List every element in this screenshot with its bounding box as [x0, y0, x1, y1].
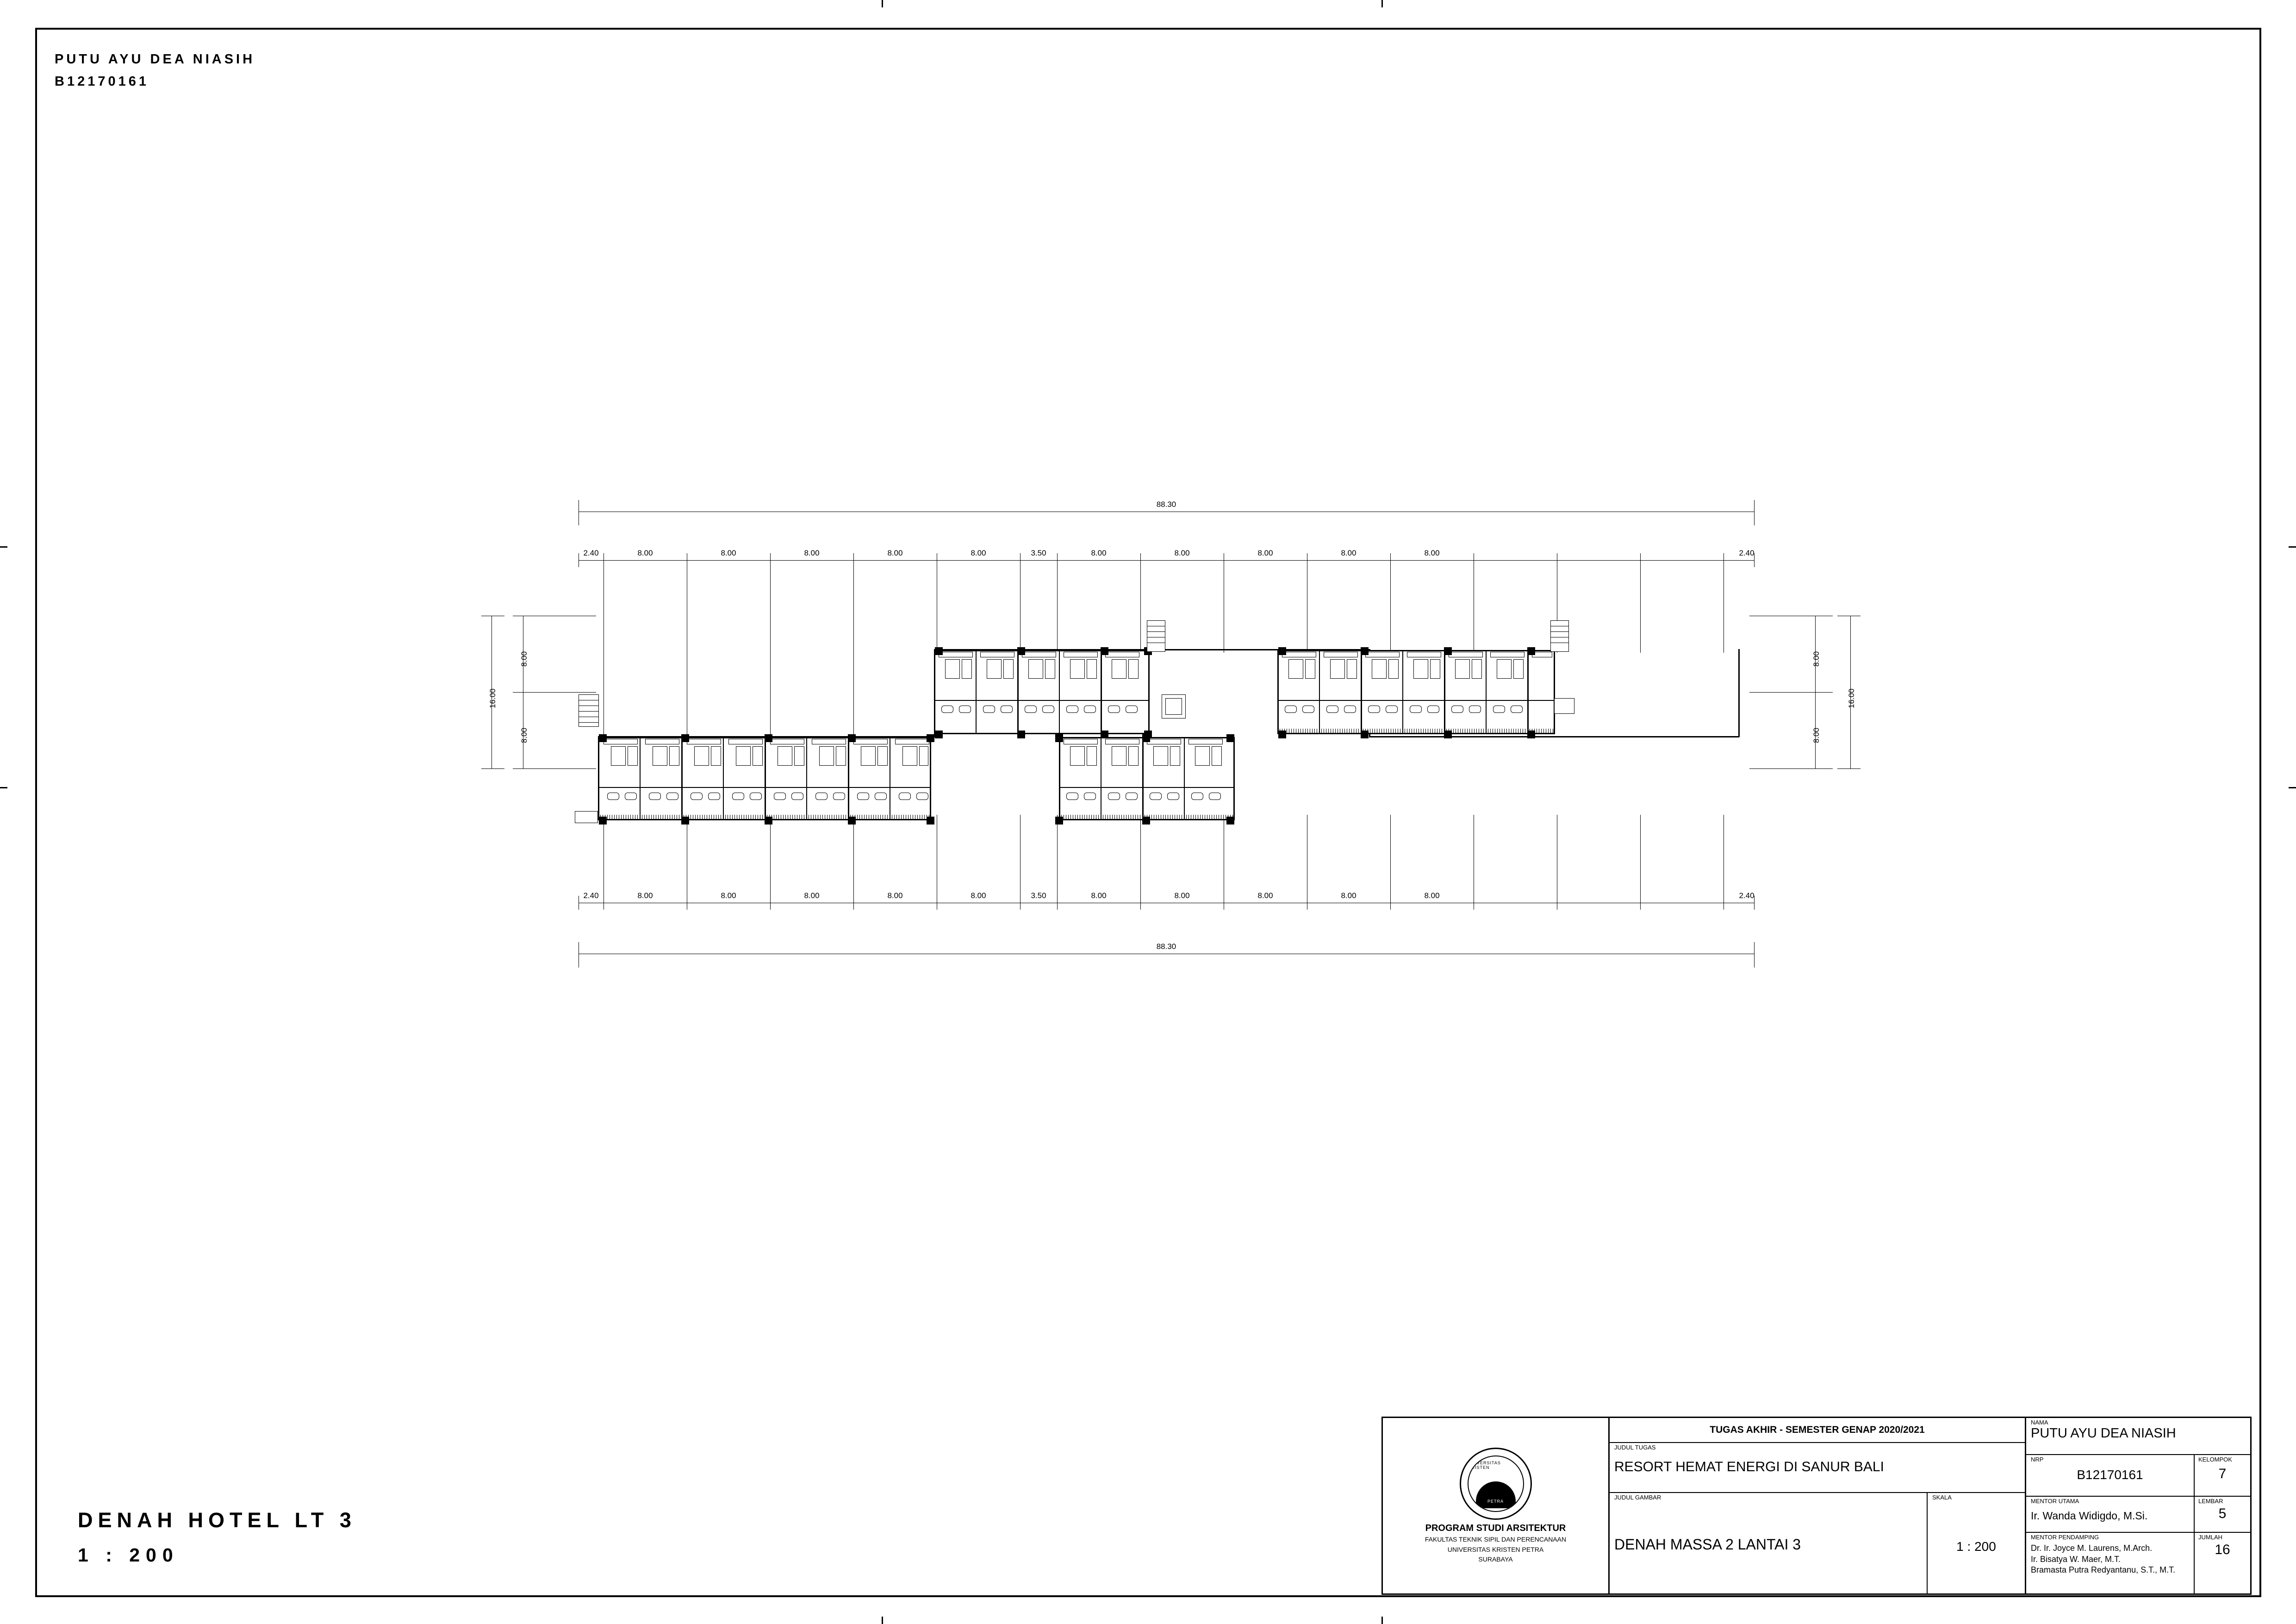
- bed-r5: [1372, 659, 1387, 679]
- seat-r12: [1511, 706, 1523, 713]
- center-bottom-partition-2: [1142, 737, 1144, 820]
- seat-c10: [1126, 706, 1138, 713]
- bath-l7: [853, 739, 888, 744]
- center-top-corridor-line: [934, 700, 1150, 701]
- jumlah-label: JUMLAH: [2198, 1534, 2223, 1541]
- grid-ext-t-7: [1057, 553, 1058, 653]
- dim-top-chain-line: [579, 560, 1754, 561]
- dim-top-overall-text: 88.30: [1156, 500, 1176, 509]
- dim-bottom-seg-10: 8.00: [1341, 891, 1356, 900]
- seat-cb6: [1167, 793, 1179, 800]
- grid-ext-t-11: [1390, 553, 1391, 653]
- bath-c1: [939, 652, 973, 657]
- nama-cell: [2026, 1418, 2250, 1454]
- grid-ext-b-14: [1640, 815, 1641, 910]
- seat-l15: [899, 793, 911, 800]
- bath-c2: [980, 652, 1014, 657]
- seat-l7: [732, 793, 744, 800]
- university-logo-icon: [1460, 1448, 1532, 1520]
- nrp-cell: [2026, 1455, 2195, 1496]
- dim-top-seg-0: 2.40: [583, 549, 599, 557]
- right-end-landing: [1554, 698, 1574, 714]
- column-rt-2: [1361, 647, 1369, 655]
- bath-l3: [687, 739, 721, 744]
- bed-l8: [753, 746, 763, 766]
- seat-l11: [815, 793, 828, 800]
- stair-left-step-5: [579, 722, 599, 723]
- grid-ext-b-11: [1390, 815, 1391, 910]
- seat-r7: [1410, 706, 1422, 713]
- judul-tugas-cell: [1610, 1443, 2025, 1493]
- dim-bottom-seg-4: 8.00: [887, 891, 903, 900]
- seat-r3: [1326, 706, 1338, 713]
- right-top-partition-3: [1402, 650, 1403, 734]
- left-wing-partition-4: [765, 737, 766, 820]
- dim-left-chain-ext-b: [513, 768, 596, 769]
- crop-mark-top-2: [1381, 0, 1383, 7]
- left-wing-partition-2: [681, 737, 683, 820]
- dim-top-overall-ext-r: [1754, 500, 1755, 525]
- crop-mark-top-1: [882, 0, 883, 7]
- bed-c3: [987, 659, 1002, 679]
- bed-cb2: [1087, 746, 1097, 766]
- nama-row: [2026, 1418, 2250, 1455]
- seat-cb5: [1150, 793, 1162, 800]
- dim-left-seg-0: 8.00: [520, 651, 529, 667]
- column-cb-5: [1142, 817, 1150, 824]
- stair-center: [1147, 620, 1165, 652]
- dim-left-overall-text: 16.00: [488, 688, 497, 708]
- bed-l9: [778, 746, 792, 766]
- skala-label: SKALA: [1932, 1494, 1952, 1501]
- stair-left-step-3: [579, 711, 599, 712]
- dim-top-seg-5: 8.00: [971, 549, 986, 557]
- dim-right-chain-ext-b: [1749, 768, 1833, 769]
- column-ct-5: [935, 731, 943, 738]
- seat-l13: [857, 793, 869, 800]
- dim-right-chain-ext-m: [1749, 692, 1833, 693]
- mentor-pendamping-2: Ir. Bisatya W. Maer, M.T.: [2031, 1554, 2121, 1564]
- mentor-pendamping-label: MENTOR PENDAMPING: [2031, 1534, 2099, 1541]
- bed-l12: [836, 746, 846, 766]
- center-top-partition-2: [1017, 650, 1019, 734]
- dim-top-seg-9: 8.00: [1257, 549, 1273, 557]
- bed-c10: [1128, 659, 1139, 679]
- column-lw-4: [848, 734, 856, 742]
- bed-l6: [711, 746, 721, 766]
- drawing-scale: 1 : 200: [78, 1544, 179, 1566]
- nama-label: NAMA: [2031, 1419, 2048, 1426]
- dim-top-seg-10: 8.00: [1341, 549, 1356, 557]
- floor-plan-drawing: [407, 463, 1981, 1065]
- stair-right: [1550, 620, 1569, 652]
- skala-value: 1 : 200: [1956, 1539, 1996, 1554]
- bed-cb7: [1195, 746, 1210, 766]
- nrp-value: B12170161: [2077, 1468, 2143, 1482]
- bed-l4: [669, 746, 679, 766]
- column-rt-4: [1527, 647, 1535, 655]
- bath-r6: [1490, 652, 1524, 657]
- seat-c6: [1042, 706, 1054, 713]
- seat-l9: [774, 793, 786, 800]
- mentor-pendamping-3: Bramasta Putra Redyantanu, S.T., M.T.: [2031, 1565, 2176, 1575]
- bed-r7: [1413, 659, 1428, 679]
- bed-r12: [1513, 659, 1524, 679]
- dim-bottom-seg-3: 8.00: [804, 891, 820, 900]
- dim-bottom-seg-5: 8.00: [971, 891, 986, 900]
- crop-mark-left-2: [0, 787, 7, 788]
- bed-c9: [1112, 659, 1126, 679]
- seat-cb8: [1209, 793, 1221, 800]
- author-name: PUTU AYU DEA NIASIH: [55, 52, 255, 67]
- column-lw-1: [599, 734, 607, 742]
- seat-r10: [1469, 706, 1481, 713]
- title-block-right-section: [2026, 1418, 2250, 1593]
- column-ct-3: [1101, 647, 1108, 655]
- grid-ext-t-3: [770, 553, 771, 738]
- column-lw-7: [681, 817, 689, 824]
- right-top-partition-1: [1319, 650, 1320, 734]
- bed-c5: [1028, 659, 1043, 679]
- bath-c3: [1022, 652, 1056, 657]
- dim-bottom-seg-7: 8.00: [1091, 891, 1107, 900]
- seat-cb7: [1191, 793, 1203, 800]
- crop-mark-right-2: [2289, 787, 2296, 788]
- dim-bottom-seg-0: 2.40: [583, 891, 599, 900]
- title-block-middle-section: [1610, 1418, 2026, 1593]
- dim-bottom-seg-6: 3.50: [1031, 891, 1046, 900]
- column-rt-3: [1444, 647, 1452, 655]
- right-top-partition-5: [1486, 650, 1487, 734]
- seat-c4: [1001, 706, 1013, 713]
- bed-cb4: [1128, 746, 1139, 766]
- faculty-line-3: SURABAYA: [1478, 1555, 1513, 1563]
- bath-r1: [1282, 652, 1316, 657]
- seat-c1: [941, 706, 953, 713]
- lembar-cell: [2195, 1497, 2250, 1532]
- column-ct-2: [1017, 647, 1025, 655]
- bath-r5: [1449, 652, 1483, 657]
- bath-c5: [1105, 652, 1139, 657]
- left-wing-partition-6: [848, 737, 849, 820]
- center-bottom-corridor-line: [1059, 787, 1235, 788]
- mentor-utama-row: [2026, 1497, 2250, 1533]
- dim-bottom-seg-11: 8.00: [1424, 891, 1440, 900]
- column-ct-1: [935, 647, 943, 655]
- center-bottom-partition-3: [1184, 737, 1185, 820]
- bath-r2: [1324, 652, 1358, 657]
- crop-mark-bottom-1: [882, 1617, 883, 1624]
- author-nrp: B12170161: [55, 74, 149, 89]
- left-wing-partition-3: [723, 737, 724, 820]
- seat-cb2: [1084, 793, 1096, 800]
- seat-c7: [1066, 706, 1078, 713]
- bed-l1: [611, 746, 626, 766]
- right-top-partition-6: [1527, 650, 1529, 734]
- bed-c7: [1070, 659, 1085, 679]
- column-lw-10: [927, 817, 934, 824]
- dim-top-seg-8: 8.00: [1174, 549, 1190, 557]
- grid-ext-b-7: [1057, 815, 1058, 910]
- bed-cb5: [1153, 746, 1168, 766]
- bath-l6: [812, 739, 846, 744]
- seat-r6: [1386, 706, 1398, 713]
- mentor-pendamping-row: [2026, 1533, 2250, 1593]
- mentor-pendamping-cell: [2026, 1533, 2195, 1593]
- logo-top-text: UNIVERSITAS KRISTEN: [1468, 1460, 1501, 1470]
- stair-center-step-2: [1147, 631, 1165, 632]
- bed-l11: [819, 746, 834, 766]
- dim-top-seg-3: 8.00: [804, 549, 820, 557]
- nrp-row: [2026, 1455, 2250, 1497]
- judul-gambar-label: JUDUL GAMBAR: [1614, 1494, 1661, 1501]
- seat-l8: [750, 793, 762, 800]
- grid-ext-t-4: [853, 553, 854, 738]
- bed-cb3: [1112, 746, 1126, 766]
- seat-l6: [708, 793, 720, 800]
- dim-top-seg-11: 8.00: [1424, 549, 1440, 557]
- grid-ext-b-3: [770, 815, 771, 910]
- bed-cb6: [1170, 746, 1180, 766]
- right-top-partition-2: [1361, 650, 1362, 734]
- dim-left-seg-1: 8.00: [520, 727, 529, 743]
- dim-right-overall-ext-b: [1837, 768, 1860, 769]
- grid-ext-t-14: [1640, 553, 1641, 653]
- dim-top-seg-12: 2.40: [1739, 549, 1755, 557]
- bed-r4: [1347, 659, 1357, 679]
- bed-l14: [877, 746, 888, 766]
- judul-gambar-cell: [1610, 1493, 1928, 1593]
- crop-mark-left-1: [0, 546, 7, 548]
- bed-l5: [694, 746, 709, 766]
- column-lw-3: [765, 734, 772, 742]
- dim-bottom-seg-8: 8.00: [1174, 891, 1190, 900]
- lift-cab: [1165, 698, 1182, 715]
- faculty-line-1: FAKULTAS TEKNIK SIPIL DAN PERENCANAAN: [1425, 1535, 1567, 1543]
- column-cb-1: [1055, 734, 1063, 742]
- judul-tugas-value: RESORT HEMAT ENERGI DI SANUR BALI: [1614, 1459, 1884, 1475]
- seat-l2: [625, 793, 637, 800]
- bed-r9: [1455, 659, 1470, 679]
- bath-c4: [1064, 652, 1098, 657]
- seat-l10: [791, 793, 803, 800]
- dim-bottom-seg-1: 8.00: [637, 891, 653, 900]
- seat-l16: [916, 793, 928, 800]
- center-top-partition-1: [976, 650, 977, 734]
- skala-cell: [1928, 1493, 2025, 1593]
- dim-right-overall-text: 16.00: [1847, 688, 1856, 708]
- left-wing-partition-1: [640, 737, 641, 820]
- judul-tugas-label: JUDUL TUGAS: [1614, 1444, 1656, 1451]
- mentor-utama-value: Ir. Wanda Widigdo, M.Si.: [2031, 1510, 2148, 1522]
- dim-top-seg-1: 8.00: [637, 549, 653, 557]
- dim-top-seg-6: 3.50: [1031, 549, 1046, 557]
- lembar-label: LEMBAR: [2198, 1498, 2223, 1505]
- bed-r3: [1330, 659, 1345, 679]
- bed-r8: [1430, 659, 1440, 679]
- stair-left-bottom-landing: [575, 811, 598, 823]
- judul-gambar-value: DENAH MASSA 2 LANTAI 3: [1614, 1536, 1801, 1553]
- jumlah-value: 16: [2215, 1542, 2230, 1558]
- bath-l4: [728, 739, 763, 744]
- bath-r4: [1407, 652, 1441, 657]
- logo-bar: [1474, 1505, 1518, 1508]
- nrp-label: NRP: [2031, 1456, 2044, 1463]
- lembar-value: 5: [2218, 1506, 2227, 1522]
- mentor-pendamping-1: Dr. Ir. Joyce M. Laurens, M.Arch.: [2031, 1543, 2153, 1553]
- mentor-utama-cell: [2026, 1497, 2195, 1532]
- grid-ext-b-4: [853, 815, 854, 910]
- bath-cb4: [1188, 739, 1223, 744]
- column-lw-8: [765, 817, 772, 824]
- column-cb-2: [1142, 734, 1150, 742]
- bed-l10: [794, 746, 804, 766]
- right-top-balcony-hatch: [1277, 729, 1555, 734]
- bed-c1: [945, 659, 960, 679]
- dim-left-chain-ext-m: [513, 692, 596, 693]
- seat-r4: [1344, 706, 1356, 713]
- faculty-line-2: UNIVERSITAS KRISTEN PETRA: [1447, 1545, 1544, 1553]
- seat-cb1: [1066, 793, 1078, 800]
- bed-cb1: [1070, 746, 1085, 766]
- bath-l2: [645, 739, 679, 744]
- bed-l7: [736, 746, 751, 766]
- bed-r2: [1305, 659, 1315, 679]
- contour-right-end: [1738, 649, 1740, 737]
- bed-l3: [653, 746, 667, 766]
- title-block-logo-section: [1383, 1418, 1610, 1593]
- bed-c2: [962, 659, 972, 679]
- dim-bottom-overall-ext-r: [1754, 942, 1755, 968]
- column-cb-3: [1226, 734, 1234, 742]
- column-cb-6: [1226, 817, 1234, 824]
- seat-l12: [833, 793, 845, 800]
- nama-value: PUTU AYU DEA NIASIH: [2031, 1426, 2176, 1441]
- crop-mark-bottom-2: [1381, 1617, 1383, 1624]
- column-ct-6: [1017, 731, 1025, 738]
- dim-bottom-overall-text: 88.30: [1156, 942, 1176, 951]
- bed-c4: [1003, 659, 1014, 679]
- bed-l15: [902, 746, 917, 766]
- column-lw-6: [599, 817, 607, 824]
- seat-r11: [1493, 706, 1505, 713]
- column-lw-9: [848, 817, 856, 824]
- bed-r6: [1388, 659, 1399, 679]
- seat-c2: [959, 706, 971, 713]
- column-lw-2: [681, 734, 689, 742]
- stair-right-step-2: [1550, 631, 1569, 632]
- drawing-title-block: [78, 1502, 356, 1572]
- bed-l16: [919, 746, 928, 766]
- dim-top-seg-4: 8.00: [887, 549, 903, 557]
- center-top-partition-4: [1101, 650, 1102, 734]
- dim-top-seg-2: 8.00: [721, 549, 736, 557]
- dim-top-seg-7: 8.00: [1091, 549, 1107, 557]
- dim-left-overall-ext-b: [481, 768, 504, 769]
- crop-mark-right-1: [2289, 546, 2296, 548]
- seat-c3: [983, 706, 995, 713]
- grid-ext-t-8: [1140, 553, 1141, 653]
- right-top-partition-4: [1444, 650, 1445, 734]
- logo-inner: [1468, 1455, 1524, 1512]
- title-block: [1381, 1417, 2252, 1595]
- dim-right-seg-0: 8.00: [1812, 651, 1821, 667]
- kelompok-label: KELOMPOK: [2198, 1456, 2232, 1463]
- seat-r1: [1285, 706, 1297, 713]
- dim-bottom-seg-2: 8.00: [721, 891, 736, 900]
- seat-cb4: [1126, 793, 1138, 800]
- seat-c8: [1084, 706, 1096, 713]
- seat-cb3: [1108, 793, 1120, 800]
- judul-gambar-row: [1610, 1493, 2025, 1593]
- drawing-title: DENAH HOTEL LT 3: [78, 1508, 356, 1532]
- bed-c6: [1045, 659, 1055, 679]
- bath-l1: [604, 739, 638, 744]
- seat-r8: [1427, 706, 1439, 713]
- seat-c9: [1108, 706, 1120, 713]
- bed-l2: [628, 746, 638, 766]
- bed-r10: [1472, 659, 1482, 679]
- bath-cb2: [1105, 739, 1139, 744]
- column-rt-1: [1278, 647, 1286, 655]
- contour-outer-right-wing: [1369, 736, 1739, 737]
- bath-r3: [1365, 652, 1400, 657]
- seat-r9: [1451, 706, 1463, 713]
- seat-l1: [607, 793, 619, 800]
- center-top-partition-3: [1059, 650, 1060, 734]
- column-lw-5: [927, 734, 934, 742]
- logo-bottom-text: PETRA: [1487, 1499, 1504, 1504]
- dim-bottom-seg-9: 8.00: [1257, 891, 1273, 900]
- bath-l8: [895, 739, 929, 744]
- grid-ext-b-8: [1140, 815, 1141, 910]
- bed-r11: [1497, 659, 1512, 679]
- dim-right-seg-1: 8.00: [1812, 727, 1821, 743]
- seat-l4: [666, 793, 678, 800]
- seat-r5: [1368, 706, 1380, 713]
- dim-bottom-seg-12: 2.40: [1739, 891, 1755, 900]
- bed-r1: [1288, 659, 1303, 679]
- bath-cb3: [1147, 739, 1181, 744]
- jumlah-cell: [2195, 1533, 2250, 1593]
- seat-l5: [691, 793, 703, 800]
- bath-cb1: [1064, 739, 1098, 744]
- seat-c5: [1025, 706, 1037, 713]
- seat-r2: [1302, 706, 1314, 713]
- seat-l14: [875, 793, 887, 800]
- kelompok-value: 7: [2218, 1466, 2227, 1482]
- program-studi-label: PROGRAM STUDI ARSITEKTUR: [1425, 1523, 1566, 1533]
- seat-l3: [649, 793, 661, 800]
- bed-cb8: [1212, 746, 1222, 766]
- kelompok-cell: [2195, 1455, 2250, 1496]
- bed-c8: [1087, 659, 1097, 679]
- mentor-utama-label: MENTOR UTAMA: [2031, 1498, 2079, 1505]
- column-cb-4: [1055, 817, 1063, 824]
- course-header: TUGAS AKHIR - SEMESTER GENAP 2020/2021: [1610, 1418, 2025, 1443]
- bath-l5: [770, 739, 804, 744]
- left-wing-partition-5: [806, 737, 807, 820]
- author-block: [55, 49, 255, 93]
- bed-l13: [861, 746, 876, 766]
